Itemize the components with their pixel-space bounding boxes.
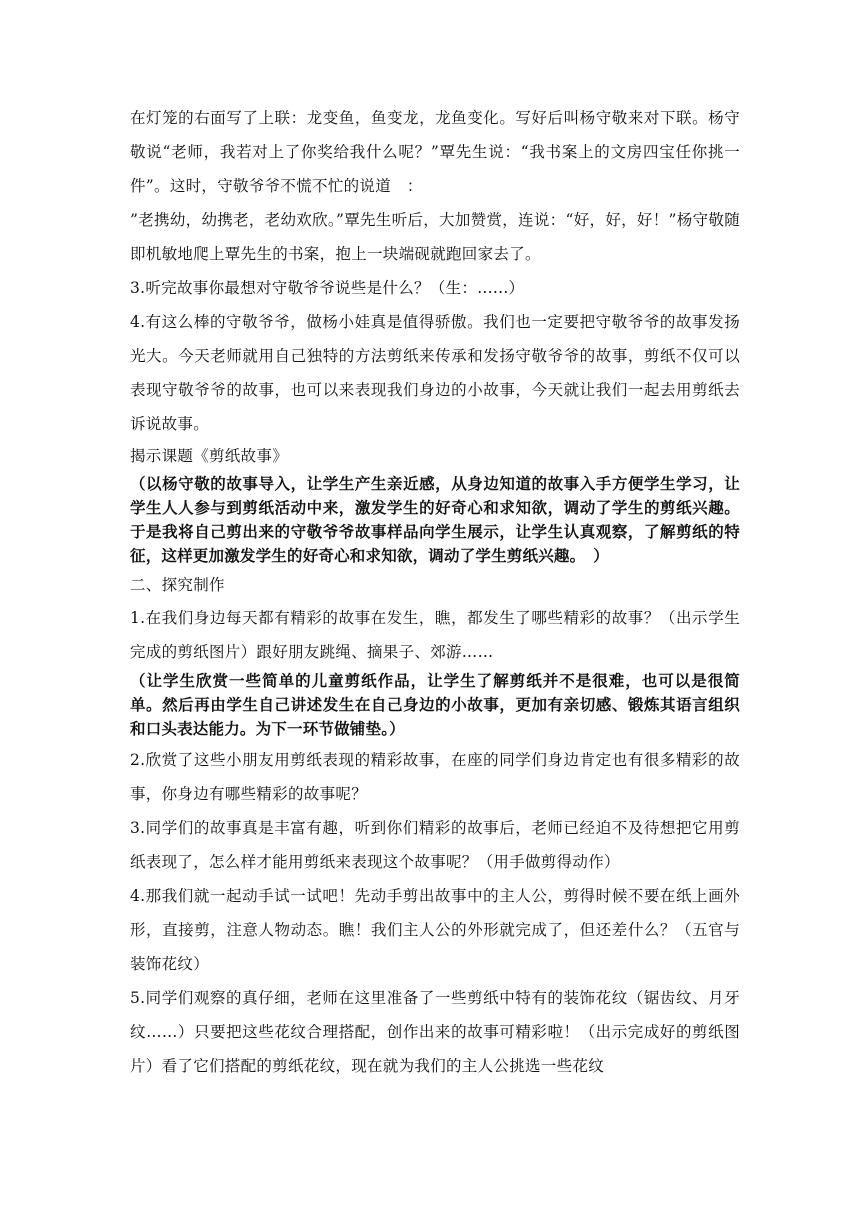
paragraph-explore-5: 5.同学们观察的真仔细，老师在这里准备了一些剪纸中特有的装饰花纹（锯齿纹、月牙纹……）只要把这些花纹合理搭配，创作出来的故事可精彩啦！（出示完成好的剪纸图片）看了它们搭配的剪纸花纹，现在就为我们的主人公挑选一些花纹 [130, 989, 740, 1075]
paragraph-topic-reveal: 揭示课题《剪纸故事》 [130, 447, 289, 465]
paragraph-explore-4: 4.那我们就一起动手试一试吧！先动手剪出故事中的主人公，剪得时候不要在纸上画外形，直接剪，注意人物动态。瞧！我们主人公的外形就完成了，但还差什么？（五官与装饰花纹） [130, 887, 740, 973]
paragraph-story-couplet: 在灯笼的右面写了上联：龙变鱼，鱼变龙，龙鱼变化。写好后叫杨守敬来对下联。杨守敬说“老师，我若对上了你奖给我什么呢？”覃先生说：“我书案上的文房四宝任你挑一件”。这时，守敬爷爷不慌不忙的说道 ： [130, 109, 740, 195]
paragraph-design-note-1: （以杨守敬的故事导入，让学生产生亲近感，从身边知道的故事入手方便学生学习，让学生人人参与到剪纸活动中来，激发学生的好奇心和求知欲，调动了学生的剪纸兴趣。于是我将自己剪出来的守敬爷爷故事样品向学生展示，让学生认真观察，了解剪纸的特征，这样更加激发学生的好奇心和求知欲，调动了学生剪纸兴趣。 ） [130, 475, 740, 565]
paragraph-explore-3: 3.同学们的故事真是丰富有趣，听到你们精彩的故事后，老师已经迫不及待想把它用剪纸表现了，怎么样才能用剪纸来表现这个故事呢？（用手做剪得动作） [130, 819, 740, 871]
paragraph-story-answer: ”老携幼，幼携老，老幼欢欣。”覃先生听后，大加赞赏，连说：“好，好，好！”杨守敬随即机敏地爬上覃先生的书案，抱上一块端砚就跑回家去了。 [130, 211, 740, 263]
paragraph-explore-2: 2.欣赏了这些小朋友用剪纸表现的精彩故事，在座的同学们身边肯定也有很多精彩的故事，你身边有哪些精彩的故事呢？ [130, 751, 740, 803]
paragraph-step-4: 4.有这么棒的守敬爷爷，做杨小娃真是值得骄傲。我们也一定要把守敬爷爷的故事发扬光大。今天老师就用自己独特的方法剪纸来传承和发扬守敬爷爷的故事，剪纸不仅可以表现守敬爷爷的故事，也可以来表现我们身边的小故事，今天就让我们一起去用剪纸去诉说故事。 [130, 313, 740, 433]
paragraph-design-note-2: （让学生欣赏一些简单的儿童剪纸作品，让学生了解剪纸并不是很难，也可以是很简单。然后再由学生自己讲述发生在自己身边的小故事，更加有亲切感、锻炼其语言组织和口头表达能力。为下一环节做铺垫。） [130, 672, 740, 738]
paragraph-question-3: 3.听完故事你最想对守敬爷爷说些是什么？（生：......） [130, 279, 525, 297]
document-body [130, 101, 740, 1083]
paragraph-explore-1: 1.在我们身边每天都有精彩的故事在发生，瞧，都发生了哪些精彩的故事？（出示学生完成的剪纸图片）跟好朋友跳绳、摘果子、郊游…… [130, 609, 740, 661]
section-heading-explore: 二、探究制作 [130, 576, 225, 594]
